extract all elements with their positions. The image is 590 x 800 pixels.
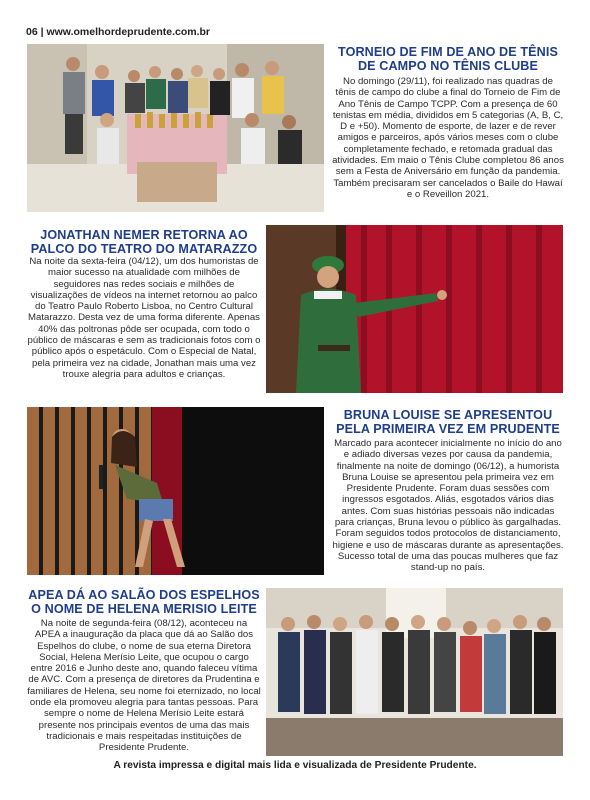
apea-group-photo	[266, 588, 563, 756]
article-body-bruna: Marcado para acontecer inicialmente no início do ano e adiado diversas vezes por causa da pandemia, finalmente na noite de domingo (06/12), a humorista Bruna Louise se apresentou pela primeira vez em Presidente Prudente. Foram duas sessões com ingressos esgotados. Aliás, esgotados vários dias antes. Com suas histórias pessoais não indicadas para crianças, Bruna levou o público às gargalhadas. Foram seguidos todos protocolos de distanciamento, higiene e uso de máscaras durante as apresentações. Sucesso total de uma das poucas mulheres que faz stand-up no país.	[332, 438, 564, 574]
page-header: 06 | www.omelhordeprudente.com.br	[26, 26, 210, 38]
bruna-stage-photo	[27, 407, 324, 575]
article-body-tennis: No domingo (29/11), foi realizado nas quadras de tênis de campo do clube a final do Torneio de Fim de Ano Tênis de Campo TCPP. Com a presença de 60 tenistas em média, divididos em 5 categorias (A, B, C, D e +50). Momento de esporte, de lazer e de rever amigos e parceiros, após vários meses com o clube completamente fechado, e retomada gradual das atividades. Em maio o Tênis Clube completou 86 anos sem a Festa de Aniversário em função da pandemia. Também precisaram ser cancelados o Baile do Hawaí e o Reveillon 2021.	[332, 76, 564, 200]
article-title-jonathan: JONATHAN NEMER RETORNA AO PALCO DO TEATRO DO MATARAZZO	[30, 228, 258, 256]
article-title-apea: APEA DÁ AO SALÃO DOS ESPELHOS O NOME DE HELENA MERISIO LEITE	[28, 588, 260, 616]
article-body-jonathan: Na noite da sexta-feira (04/12), um dos humoristas de maior sucesso na atualidade com milhões de seguidores nas redes sociais e milhões de visualizações de vídeos na internet retornou ao palco do Teatro Paulo Roberto Lisboa, no Centro Cultural Matarazzo. Desta vez de uma forma diferente. Apenas 40% das poltronas pôde ser ocupada, com todo o público de máscaras e sem as tradicionais fotos com o público após o espetáculo. Com o Especial de Natal, pela primeira vez na cidade, Jonathan mais uma vez trouxe alegria para adultos e crianças.	[27, 256, 261, 380]
article-body-apea: Na noite de segunda-feira (08/12), aconteceu na APEA a inauguração da placa que dá ao Salão dos Espelhos do clube, o nome de sua eterna Diretora Social, Helena Merísio Leite, que ocupou o cargo entre 2016 e Junho deste ano, quando faleceu vítima de AVC. Com a presença de diretores da Prudentina e familiares de Helena, seu nome foi eternizado, no local onde ela promoveu alegria para tantas pessoas. Para sempre o nome de Helena Merísio Leite estará presente nos principais eventos de uma das mais tradicionais e mais respeitadas instituições de Presidente Prudente.	[27, 618, 261, 754]
tennis-group-photo	[27, 44, 324, 212]
article-title-tennis: TORNEIO DE FIM DE ANO DE TÊNIS DE CAMPO NO TÊNIS CLUBE	[338, 45, 558, 73]
jonathan-stage-photo	[266, 225, 563, 393]
footer-tagline: A revista impressa e digital mais lida e visualizada de Presidente Prudente.	[113, 760, 477, 771]
article-title-bruna: BRUNA LOUISE SE APRESENTOU PELA PRIMEIRA VEZ EM PRUDENTE	[336, 408, 560, 436]
